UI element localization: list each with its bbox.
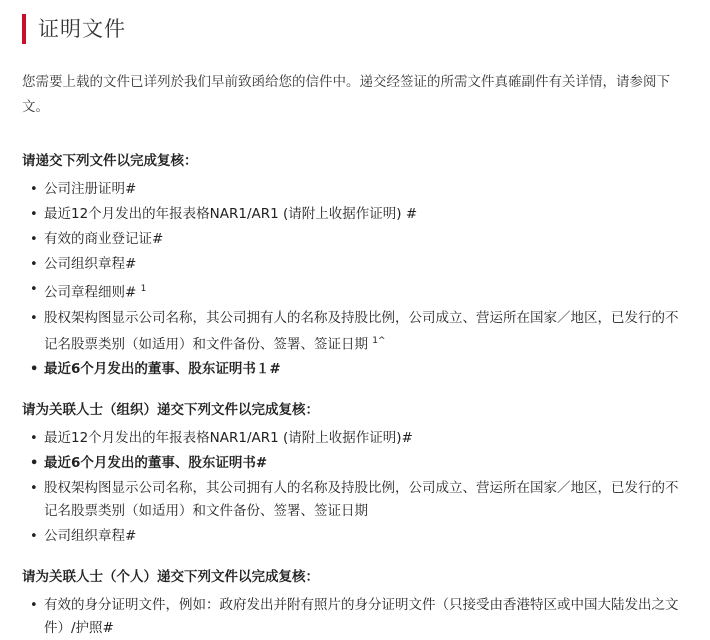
section-heading: 请递交下列文件以完成复核：: [22, 153, 198, 169]
title-accent-bar: [22, 14, 26, 44]
list-item: [22, 228, 690, 251]
document-section: [22, 150, 690, 381]
document-list: [22, 178, 690, 381]
section-heading: 请为关联人士（组织）递交下列文件以完成复核：: [22, 402, 319, 418]
intro-paragraph: 您需要上载的文件已详列於我们早前致函给您的信件中。递交经签证的所需文件真確副件有关详情，请参阅下文。: [22, 74, 670, 115]
list-item: [22, 525, 690, 548]
list-item: [22, 278, 690, 305]
list-item-label: 有效的商业登记证#: [44, 231, 164, 247]
list-item: [22, 307, 690, 357]
list-item-label: 最近6个月发出的董事、股东证明书#: [44, 455, 268, 471]
list-item-label: 股权架构图显示公司名称，其公司拥有人的名称及持股比例，公司成立、营运所在国家／地区，已发行的不记名股票类别（如适用）和文件备份、签署、签证日期: [44, 480, 679, 519]
list-item-label: 公司注册证明#: [44, 181, 137, 197]
list-item-label: 最近12个月发出的年报表格NAR1/AR1 (请附上收据作证明)#: [44, 430, 413, 446]
list-item-label: 公司章程细则#: [44, 284, 141, 301]
sections-container: [22, 150, 690, 640]
list-item: [22, 477, 690, 523]
list-item: [22, 594, 690, 640]
footnote-marker: 1: [140, 284, 147, 294]
document-section: [22, 399, 690, 548]
list-item-label: 最近12个月发出的年报表格NAR1/AR1 (请附上收据作证明) #: [44, 206, 418, 222]
list-item: [22, 178, 690, 201]
list-item-label: 有效的身分证明文件，例如：政府发出并附有照片的身分证明文件（只接受由香港特区或中国大陆发出之文件）/护照#: [44, 597, 679, 636]
page-title-row: [22, 14, 690, 44]
list-item: [22, 203, 690, 226]
document-section: [22, 566, 690, 640]
list-item-label: 公司组织章程#: [44, 528, 137, 544]
list-item: [22, 427, 690, 450]
page-title: 证明文件: [38, 17, 126, 41]
list-item: [22, 253, 690, 276]
document-list: [22, 427, 690, 548]
footnote-marker: 1^: [372, 335, 386, 346]
list-item: [22, 358, 690, 381]
list-item-label: 公司组织章程#: [44, 256, 137, 272]
list-item-label: 股权架构图显示公司名称，其公司拥有人的名称及持股比例，公司成立、营运所在国家／地区，已发行的不记名股票类别（如适用）和文件备份、签署、签证日期: [44, 309, 679, 352]
section-heading: 请为关联人士（个人）递交下列文件以完成复核：: [22, 569, 319, 585]
document-list: [22, 594, 690, 640]
list-item: [22, 452, 690, 475]
list-item-label: 最近6个月发出的董事、股东证明书１#: [44, 361, 281, 377]
